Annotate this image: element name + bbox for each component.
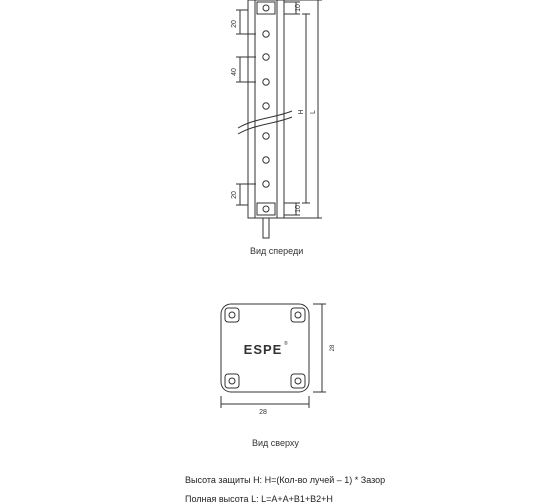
dim-top-width: 28	[259, 409, 267, 416]
corner-mount	[291, 374, 305, 388]
top-cap	[257, 2, 275, 14]
corner-hole	[295, 312, 301, 318]
corner-mount	[225, 374, 239, 388]
dim-top-height: 28	[330, 344, 336, 352]
beam-lens	[263, 157, 269, 163]
espe-logo: ESPE	[243, 342, 283, 357]
espe-logo-mark: ®	[284, 341, 288, 347]
beam-lens	[263, 31, 269, 37]
dim-pitch: 40	[231, 68, 238, 76]
dim-L: L	[310, 110, 317, 114]
front-view-caption: Вид спереди	[250, 246, 304, 256]
dim-H: H	[298, 109, 305, 115]
beam-lens	[263, 79, 269, 85]
beam-lens	[263, 181, 269, 187]
beam-lens	[263, 133, 269, 139]
corner-hole	[295, 378, 301, 384]
dim-top-margin: 20	[231, 20, 238, 28]
beam-lens	[263, 54, 269, 60]
top-view-caption: Вид сверху	[252, 438, 299, 448]
corner-mount	[225, 308, 239, 322]
beam-lens	[263, 103, 269, 109]
cable	[263, 218, 269, 238]
dim-bottom-cap: 10	[295, 205, 302, 213]
dim-bottom-margin: 20	[231, 191, 238, 199]
bottom-cap	[257, 203, 275, 215]
total-height-formula: Полная высота L: L=A+A+B1+B2+H	[185, 494, 333, 504]
corner-hole	[229, 312, 235, 318]
corner-mount	[291, 308, 305, 322]
corner-hole	[229, 378, 235, 384]
protection-height-formula: Высота защиты H: H=(Кол-во лучей – 1) * Зазор	[185, 475, 386, 485]
dim-top-cap: 10	[295, 4, 302, 12]
